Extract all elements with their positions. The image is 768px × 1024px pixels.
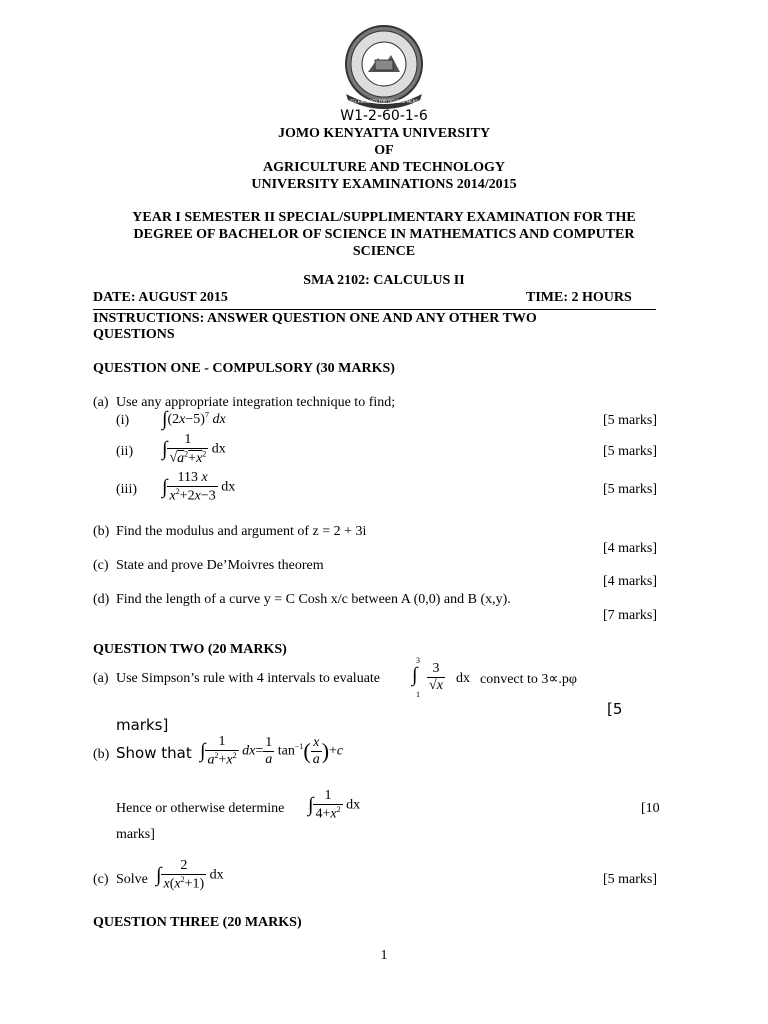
q1aii-label: (ii): [116, 444, 134, 459]
q1aiii-expression: ∫ $\frac{113 x}{x^2+2x-3}$ dx: [162, 470, 236, 504]
q2a-text: Use Simpson’s rule with 4 intervals to evaluate: [116, 671, 381, 686]
q1-heading: QUESTION ONE - COMPULSORY (30 MARKS): [93, 361, 395, 376]
q1ai-expression: $\int(2x-5)^7$ dx: [162, 408, 226, 430]
q3-heading: QUESTION THREE (20 MARKS): [93, 915, 302, 930]
q2-hence-text: Hence or otherwise determine: [116, 801, 285, 816]
q2c-label: (c): [93, 872, 109, 887]
q2-heading: QUESTION TWO (20 MARKS): [93, 642, 287, 657]
exam-session: UNIVERSITY EXAMINATIONS 2014/2015: [251, 177, 517, 192]
instructions-1: INSTRUCTIONS: ANSWER QUESTION ONE AND ANY OTHER TWO: [93, 311, 537, 326]
q1aii-marks: [5 marks]: [603, 444, 658, 459]
university-of: OF: [374, 143, 394, 158]
q1ai-label: (i): [116, 413, 130, 428]
q2a-label: (a): [93, 671, 109, 686]
header-rule: [93, 309, 656, 310]
q2-hence-marks-cont: marks]: [116, 827, 155, 842]
university-name: JOMO KENYATTA UNIVERSITY: [277, 126, 491, 141]
q1a-text: Use any appropriate integration technique to find;: [116, 395, 396, 410]
university-logo: [334, 22, 434, 110]
exam-title-1: YEAR I SEMESTER II SPECIAL/SUPPLIMENTARY EXAMINATION FOR THE: [132, 210, 636, 225]
q2b-label: (b): [93, 747, 110, 762]
q2-hence-marks: [10: [641, 801, 660, 816]
q1b-label: (b): [93, 524, 110, 539]
q1c-marks: [4 marks]: [603, 574, 658, 589]
q2b-text: Show that: [116, 744, 192, 762]
q2a-marks: [5: [607, 700, 623, 718]
q1c-text: State and prove De’Moivres theorem: [116, 558, 324, 573]
exam-title-2: DEGREE OF BACHELOR OF SCIENCE IN MATHEMATICS AND COMPUTER: [133, 227, 635, 242]
q1b-text: Find the modulus and argument of z = 2 + 3i: [116, 524, 367, 539]
q1c-label: (c): [93, 558, 109, 573]
q1d-marks: [7 marks]: [603, 608, 658, 623]
q2a-marks-cont: marks]: [116, 716, 169, 734]
q2c-text: Solve: [116, 872, 148, 887]
q2-hence-expression: ∫ $\frac{1}{4+x^2}$ dx: [308, 788, 361, 822]
q2c-expression: ∫ $\frac{2}{x(x^2+1)}$ dx: [156, 858, 224, 892]
university-faculty: AGRICULTURE AND TECHNOLOGY: [263, 160, 505, 175]
q1a-label: (a): [93, 395, 109, 410]
q1aiii-label: (iii): [116, 482, 137, 497]
course-code: SMA 2102: CALCULUS II: [303, 273, 465, 288]
exam-date: DATE: AUGUST 2015: [93, 290, 228, 305]
q1aii-expression: ∫ $\frac{1}{√a^2+x^2}$ dx: [162, 432, 226, 466]
paper-code: W1-2-60-1-6: [340, 108, 428, 124]
q1aiii-marks: [5 marks]: [603, 482, 658, 497]
q2c-marks: [5 marks]: [603, 872, 658, 887]
exam-title-3: SCIENCE: [352, 244, 416, 259]
q2a-tail: convect to 3∝.pφ: [480, 672, 578, 687]
q1d-text: Find the length of a curve y = C Cosh x/c between A (0,0) and B (x,y).: [116, 592, 511, 607]
instructions-2: QUESTIONS: [93, 327, 175, 342]
exam-time: TIME: 2 HOURS: [526, 290, 632, 305]
q1d-label: (d): [93, 592, 110, 607]
logo-motto: TECHNOLOGY FOR DEVELOPMENT: [349, 99, 419, 104]
q1b-marks: [4 marks]: [603, 541, 658, 556]
q2b-expression: ∫ $\frac{1}{a^2+x^2}$ dx= $\frac{1}{a}$ $\tan^{-1}$( $\frac{x}{a}$ )+c: [200, 734, 344, 768]
q1ai-marks: [5 marks]: [603, 413, 658, 428]
page-number: 1: [380, 948, 388, 963]
